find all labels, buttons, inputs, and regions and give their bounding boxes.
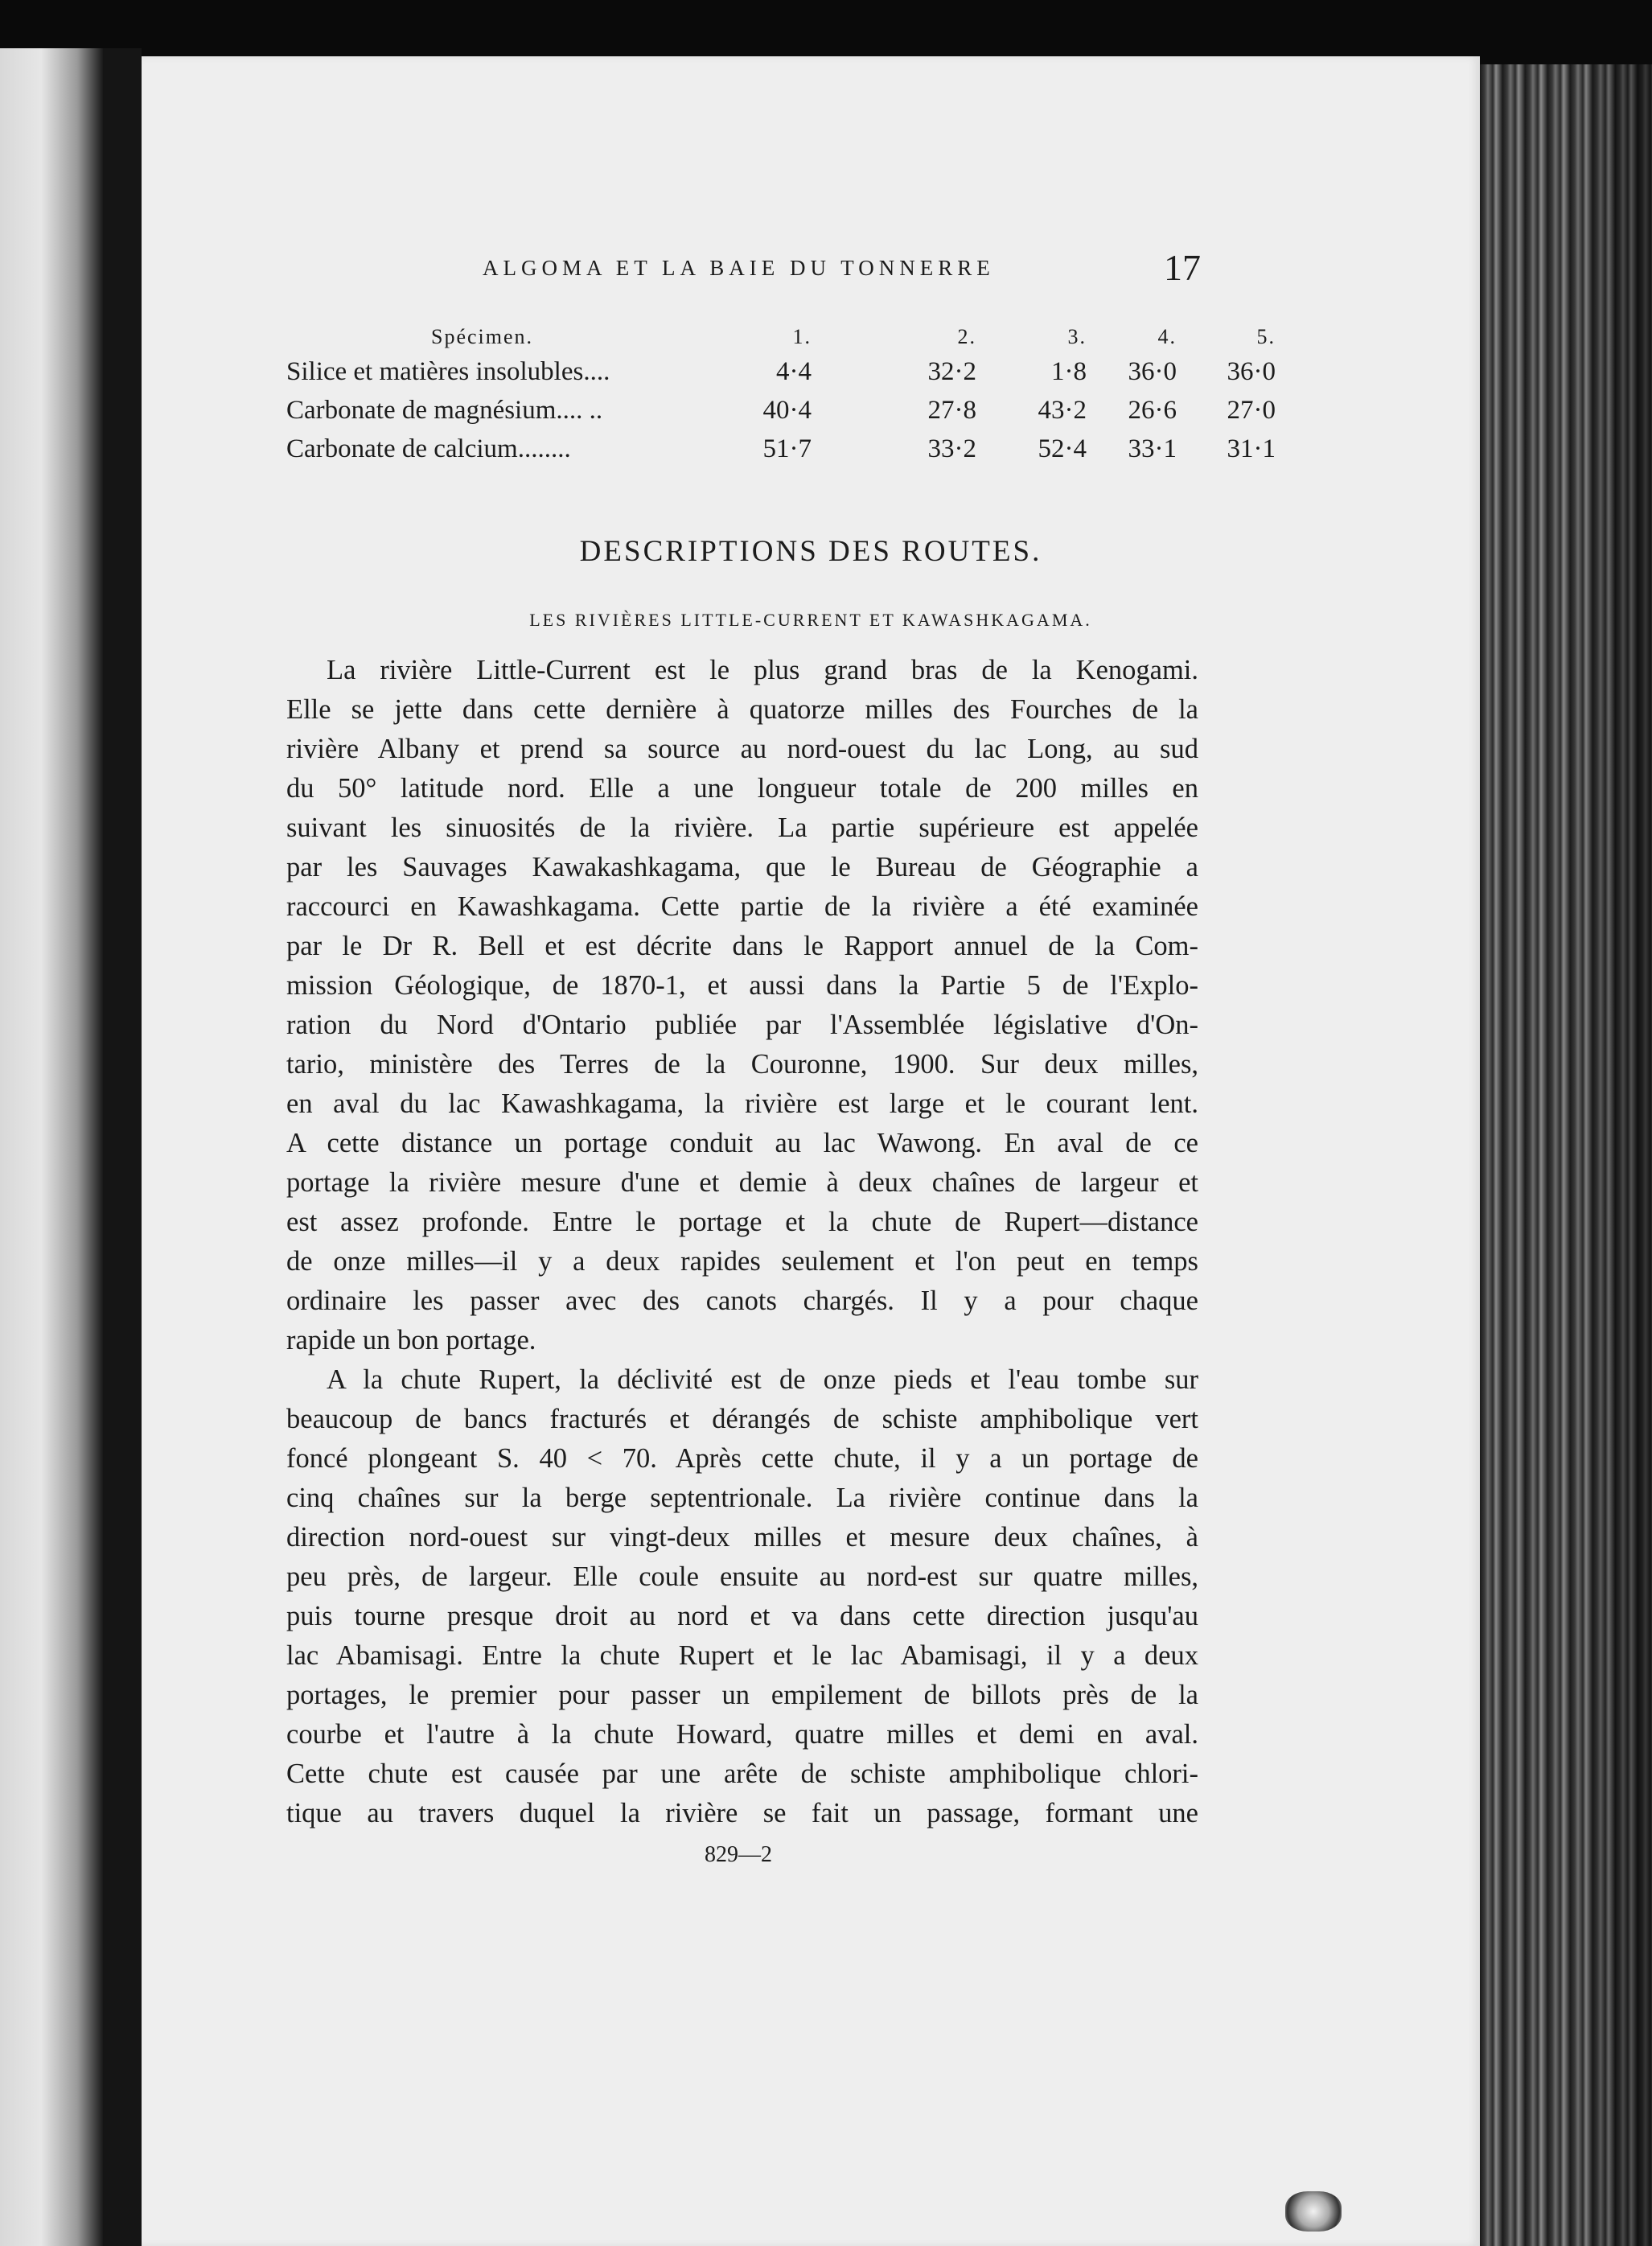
body-line: rapide un bon portage. xyxy=(286,1325,536,1355)
table-row xyxy=(286,357,1276,389)
table-row xyxy=(286,396,1276,428)
table-cell: 33·1 xyxy=(1128,434,1177,463)
body-line: portages, le premier pour passer un empilement de billots près de la xyxy=(286,1680,1198,1710)
table-row xyxy=(286,434,1276,467)
body-line: Cette chute est causée par une arête de schiste amphibolique chlori- xyxy=(286,1759,1198,1789)
table-cell: 31·1 xyxy=(1227,434,1276,463)
body-line: par les Sauvages Kawakashkagama, que le Bureau de Géographie a xyxy=(286,852,1198,882)
table-cell: 36·0 xyxy=(1128,357,1177,386)
body-line: raccourci en Kawashkagama. Cette partie de la rivière a été examinée xyxy=(286,891,1198,922)
body-line: puis tourne presque droit au nord et va dans cette direction jusqu'au xyxy=(286,1601,1198,1631)
section-subtitle: LES RIVIÈRES LITTLE-CURRENT ET KAWASHKAGAMA. xyxy=(529,610,1092,630)
body-line: beaucoup de bancs fracturés et dérangés de schiste amphibolique vert xyxy=(286,1404,1198,1434)
table-cell: 1·8 xyxy=(1051,357,1087,386)
table-header-cell: 2. xyxy=(957,325,976,348)
table-header-cell: 5. xyxy=(1256,325,1276,348)
binding-ornament xyxy=(1285,2191,1342,2232)
body-line: rivière Albany et prend sa source au nord-ouest du lac Long, au sud xyxy=(286,734,1198,764)
book-spine-shadow xyxy=(103,48,142,2246)
body-line: Elle se jette dans cette dernière à quatorze milles des Fourches de la xyxy=(286,694,1198,725)
table-row-label: Carbonate de calcium........ xyxy=(286,434,571,463)
page-number: 17 xyxy=(1164,247,1201,288)
table-row-label: Silice et matières insolubles.... xyxy=(286,357,610,386)
body-line: peu près, de largeur. Elle coule ensuite au nord-est sur quatre milles, xyxy=(286,1561,1198,1592)
table-header-label: Spécimen. xyxy=(431,325,534,348)
body-line: est assez profonde. Entre le portage et la chute de Rupert—distance xyxy=(286,1207,1198,1237)
table-cell: 51·7 xyxy=(762,434,812,463)
signature-mark: 829—2 xyxy=(705,1842,772,1867)
table-cell: 27·8 xyxy=(927,396,976,425)
body-line: en aval du lac Kawashkagama, la rivière est large et le courant lent. xyxy=(286,1088,1198,1119)
table-cell: 52·4 xyxy=(1038,434,1087,463)
table-cell: 40·4 xyxy=(762,396,812,425)
table-header-row xyxy=(286,325,1276,357)
body-line: A la chute Rupert, la déclivité est de onze pieds et l'eau tombe sur xyxy=(327,1364,1198,1395)
body-line: lac Abamisagi. Entre la chute Rupert et le lac Abamisagi, il y a deux xyxy=(286,1640,1198,1671)
body-line: portage la rivière mesure d'une et demie à deux chaînes de largeur et xyxy=(286,1167,1198,1198)
table-cell: 33·2 xyxy=(927,434,976,463)
body-line: A cette distance un portage conduit au lac Wawong. En aval de ce xyxy=(286,1128,1198,1158)
body-line: tique au travers duquel la rivière se fait un passage, formant une xyxy=(286,1798,1198,1828)
facing-page-edge xyxy=(0,48,103,2246)
table-cell: 32·2 xyxy=(927,357,976,386)
section-title: DESCRIPTIONS DES ROUTES. xyxy=(579,535,1042,568)
body-line: foncé plongeant S. 40 < 70. Après cette chute, il y a un portage de xyxy=(286,1443,1198,1474)
table-cell: 43·2 xyxy=(1038,396,1087,425)
body-line: tario, ministère des Terres de la Couronne, 1900. Sur deux milles, xyxy=(286,1049,1198,1080)
table-cell: 36·0 xyxy=(1227,357,1276,386)
body-line: direction nord-ouest sur vingt-deux milles et mesure deux chaînes, à xyxy=(286,1522,1198,1553)
body-line: ration du Nord d'Ontario publiée par l'Assemblée législative d'On- xyxy=(286,1010,1198,1040)
table-cell: 26·6 xyxy=(1128,396,1177,425)
body-line: La rivière Little-Current est le plus grand bras de la Kenogami. xyxy=(327,655,1198,685)
page-edges-shadow xyxy=(1576,64,1652,2246)
table-header-cell: 1. xyxy=(792,325,812,348)
body-line: courbe et l'autre à la chute Howard, quatre milles et demi en aval. xyxy=(286,1719,1198,1750)
body-line: ordinaire les passer avec des canots chargés. Il y a pour chaque xyxy=(286,1285,1198,1316)
table-cell: 4·4 xyxy=(776,357,812,386)
body-line: du 50° latitude nord. Elle a une longueur totale de 200 milles en xyxy=(286,773,1198,804)
body-line: suivant les sinuosités de la rivière. La partie supérieure est appelée xyxy=(286,812,1198,843)
body-line: par le Dr R. Bell et est décrite dans le Rapport annuel de la Com- xyxy=(286,931,1198,961)
running-head: ALGOMA ET LA BAIE DU TONNERRE xyxy=(483,256,995,280)
table-header-cell: 3. xyxy=(1067,325,1087,348)
table-row-label: Carbonate de magnésium.... .. xyxy=(286,396,603,425)
body-line: cinq chaînes sur la berge septentrionale. La rivière continue dans la xyxy=(286,1483,1198,1513)
table-header-cell: 4. xyxy=(1157,325,1177,348)
body-line: de onze milles—il y a deux rapides seulement et l'on peut en temps xyxy=(286,1246,1198,1277)
body-line: mission Géologique, de 1870-1, et aussi dans la Partie 5 de l'Explo- xyxy=(286,970,1198,1001)
table-cell: 27·0 xyxy=(1227,396,1276,425)
